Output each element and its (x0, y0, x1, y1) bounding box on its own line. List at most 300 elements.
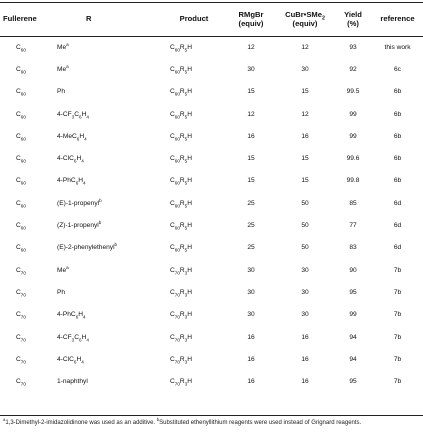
header-cubr-line2: (equiv) (292, 18, 318, 28)
cell-cubr: 50 (301, 244, 309, 252)
cell-r (52, 237, 162, 259)
table-row (0, 147, 423, 169)
cell-yield: 95 (349, 288, 357, 296)
cell-cubr: 16 (301, 378, 309, 386)
cell-r (52, 125, 162, 147)
footnote-a-text: 1,3-Dimethyl-2-imidazolidinone was used as an additive. (5, 420, 156, 426)
header-cubr-subscript: 2 (321, 15, 325, 22)
cell-cubr: 30 (301, 311, 309, 319)
cell-rmgbr: 15 (247, 177, 255, 185)
table-row (0, 237, 423, 259)
cell-fullerene (0, 370, 52, 392)
cell-product (162, 58, 226, 80)
formula-subscript: 4 (86, 113, 89, 119)
results-table (0, 2, 423, 393)
cell-fullerene (0, 103, 52, 125)
table-row (0, 125, 423, 147)
header-product: Product (162, 2, 226, 36)
cell-reference: 6c (394, 65, 401, 73)
product-c: C (170, 199, 175, 207)
product-c-count: 70 (174, 336, 180, 342)
cell-product (162, 147, 226, 169)
formula-subscript: 4 (83, 180, 86, 186)
fullerene-symbol: C (16, 355, 21, 363)
cell-yield: 99.5 (346, 88, 360, 96)
product-c: C (170, 110, 175, 118)
cell-product (162, 348, 226, 370)
cell-fullerene (0, 170, 52, 192)
formula-text: H (78, 177, 84, 185)
product-c-count: 60 (174, 225, 180, 231)
cell-cubr: 15 (301, 88, 309, 96)
formula-text: 4-PhC (57, 311, 76, 319)
product-r: R (179, 199, 185, 207)
fullerene-count: 60 (20, 69, 26, 75)
cell-r (52, 326, 162, 348)
product-r: R (179, 333, 185, 341)
cell-product (162, 370, 226, 392)
fullerene-count: 70 (20, 359, 26, 365)
cell-cubr: 30 (301, 266, 309, 274)
cell-yield: 95 (349, 378, 357, 386)
formula-text: H (79, 132, 85, 140)
cell-r (52, 36, 162, 58)
r-group (57, 311, 86, 318)
product-r-count: 3 (184, 336, 188, 342)
cell-product (162, 36, 226, 58)
cell-r (52, 304, 162, 326)
product-r-count: 3 (184, 314, 188, 320)
fullerene-count: 60 (20, 203, 26, 209)
product-r-count: 3 (184, 381, 188, 387)
product-c-count: 70 (174, 381, 180, 387)
r-group: Ph (57, 88, 66, 96)
cell-rmgbr: 16 (247, 132, 255, 140)
cell-reference: 6d (393, 222, 402, 230)
cell-fullerene (0, 237, 52, 259)
formula-text: H (81, 110, 87, 118)
table-row (0, 81, 423, 103)
cell-product (162, 192, 226, 214)
formula-text: 4-CF (57, 110, 72, 118)
formula-subscript: 6 (75, 314, 79, 320)
cell-reference: 7b (393, 333, 402, 341)
cell-yield: 99 (349, 132, 357, 140)
footnotes (3, 419, 423, 427)
product-c: C (170, 266, 175, 274)
cell-reference: 7b (393, 378, 402, 386)
cell-rmgbr: 30 (247, 311, 255, 319)
fullerene-count: 70 (20, 381, 26, 387)
product-r: R (179, 155, 185, 163)
cell-yield: 99 (349, 311, 357, 319)
product-c: C (170, 222, 175, 230)
fullerene-symbol: C (16, 155, 21, 163)
cell-yield: 93 (349, 43, 357, 51)
formula-text: H (76, 155, 82, 163)
fullerene-count: 70 (20, 292, 26, 298)
product-h: H (187, 43, 193, 51)
product-r-count: 5 (184, 47, 188, 53)
r-group (57, 356, 84, 363)
footnote-b-mark: b (156, 417, 160, 422)
fullerene-symbol: C (16, 222, 21, 230)
cell-reference: 6d (393, 199, 402, 207)
header-yield-line2: (%) (347, 18, 359, 28)
formula-text: C (74, 110, 79, 118)
product-c-count: 60 (174, 47, 180, 53)
formula-subscript: 4 (83, 314, 86, 320)
cell-cubr: 12 (301, 43, 309, 51)
product-r: R (179, 244, 185, 252)
formula-text: 4-CF (57, 333, 72, 341)
cell-product (162, 214, 226, 236)
product-c: C (170, 333, 175, 341)
product-h: H (187, 110, 193, 118)
cell-reference: 7b (393, 355, 402, 363)
formula-text: 4-PhC (57, 177, 76, 185)
product-c: C (170, 311, 175, 319)
header-cubr-line1: CuBr•SMe$_2$ (285, 9, 325, 22)
cell-r (52, 103, 162, 125)
r-group: Ph (57, 288, 66, 296)
product-c: C (170, 355, 175, 363)
cell-fullerene (0, 192, 52, 214)
formula-subscript: 4 (81, 158, 84, 164)
fullerene-count: 60 (20, 136, 26, 142)
product-h: H (187, 65, 193, 73)
cell-r (52, 348, 162, 370)
cell-fullerene (0, 348, 52, 370)
cell-fullerene (0, 147, 52, 169)
product-r-count: 5 (184, 247, 188, 253)
product-c: C (170, 177, 175, 185)
product-h: H (187, 355, 193, 363)
cell-r (52, 281, 162, 303)
cell-product (162, 259, 226, 281)
product-c: C (170, 244, 175, 252)
table-row (0, 192, 423, 214)
product-r: R (179, 378, 185, 386)
product-r-count: 5 (184, 225, 188, 231)
product-h: H (187, 222, 193, 230)
fullerene-count: 70 (20, 269, 26, 275)
header-fullerene: Fullerene (0, 2, 52, 36)
cell-yield: 85 (349, 199, 357, 207)
r-group: 1-naphthyl (57, 378, 88, 386)
r-group (57, 334, 89, 341)
r-group: Me (57, 65, 67, 73)
cell-fullerene (0, 81, 52, 103)
cell-fullerene (0, 125, 52, 147)
cell-cubr: 16 (301, 132, 309, 140)
cell-r (52, 147, 162, 169)
fullerene-count: 70 (20, 336, 26, 342)
cell-yield: 94 (349, 355, 357, 363)
cell-reference: 7b (393, 311, 402, 319)
product-h: H (187, 177, 193, 185)
r-group: (E)-2-phenylethenyl (57, 244, 115, 252)
fullerene-symbol: C (16, 43, 21, 51)
r-footnote-mark: b (98, 219, 102, 225)
product-r: R (179, 132, 185, 140)
table-row (0, 348, 423, 370)
product-h: H (187, 288, 193, 296)
formula-text: H (78, 311, 84, 319)
table-row (0, 304, 423, 326)
cell-cubr: 50 (301, 199, 309, 207)
fullerene-symbol: C (16, 288, 21, 296)
cell-r (52, 170, 162, 192)
fullerene-symbol: C (16, 378, 21, 386)
fullerene-symbol: C (16, 333, 21, 341)
cell-rmgbr: 16 (247, 378, 255, 386)
fullerene-count: 60 (20, 158, 26, 164)
cell-rmgbr: 16 (247, 333, 255, 341)
product-c-count: 70 (174, 269, 180, 275)
product-c: C (170, 132, 175, 140)
cell-rmgbr: 15 (247, 155, 255, 163)
cell-cubr: 15 (301, 155, 309, 163)
header-yield-line1: Yield (344, 9, 362, 19)
cell-rmgbr: 12 (247, 43, 255, 51)
formula-subscript: 3 (71, 336, 75, 342)
product-c-count: 60 (174, 180, 180, 186)
r-group (57, 155, 84, 162)
product-r-count: 3 (184, 359, 188, 365)
table-row (0, 58, 423, 80)
product-c-count: 60 (174, 203, 180, 209)
header-r: R (52, 2, 162, 36)
cell-fullerene (0, 36, 52, 58)
cell-cubr: 15 (301, 177, 309, 185)
cell-yield: 99.8 (346, 177, 360, 185)
product-r: R (179, 266, 185, 274)
cell-cubr: 16 (301, 333, 309, 341)
fullerene-symbol: C (16, 132, 21, 140)
product-h: H (187, 378, 193, 386)
formula-subscript: 6 (73, 359, 77, 365)
product-c: C (170, 155, 175, 163)
product-r: R (179, 222, 185, 230)
product-r-count: 5 (184, 158, 188, 164)
formula-text: H (81, 333, 87, 341)
header-rmgbr-line1: RMgBr (238, 9, 264, 19)
cell-reference: 6b (393, 110, 402, 118)
fullerene-count: 60 (20, 180, 26, 186)
product-r: R (179, 110, 185, 118)
table-row (0, 370, 423, 392)
cell-fullerene (0, 58, 52, 80)
cell-product (162, 326, 226, 348)
formula-subscript: 6 (79, 113, 82, 119)
formula-subscript: 6 (76, 136, 80, 142)
footnote-b-text: Substituted ethenyllithium reagents were used instead of Grignard reagents. (159, 420, 362, 426)
product-h: H (187, 88, 193, 96)
product-c-count: 70 (174, 292, 180, 298)
cell-reference: 6b (393, 177, 402, 185)
fullerene-symbol: C (16, 244, 21, 252)
product-c-count: 60 (174, 69, 180, 75)
cell-rmgbr: 16 (247, 355, 255, 363)
cell-r (52, 81, 162, 103)
formula-subscript: 6 (79, 336, 82, 342)
cell-fullerene (0, 304, 52, 326)
product-r-count: 5 (184, 91, 188, 97)
cell-reference: 6b (393, 155, 402, 163)
fullerene-symbol: C (16, 199, 21, 207)
cell-rmgbr: 30 (247, 288, 255, 296)
fullerene-symbol: C (16, 88, 21, 96)
product-h: H (187, 155, 193, 163)
cell-yield: 99 (349, 110, 357, 118)
r-footnote-mark: b (114, 242, 118, 248)
cell-yield: 99.6 (346, 155, 360, 163)
product-r-count: 5 (184, 203, 188, 209)
fullerene-symbol: C (16, 266, 21, 274)
formula-subscript: 3 (71, 113, 75, 119)
product-r: R (179, 65, 185, 73)
cell-reference: this work (384, 43, 411, 51)
cell-reference: 6d (393, 244, 402, 252)
formula-text: H (76, 355, 82, 363)
product-c: C (170, 88, 175, 96)
fullerene-symbol: C (16, 311, 21, 319)
header-yield (334, 2, 372, 36)
cell-rmgbr: 25 (247, 244, 255, 252)
fullerene-symbol: C (16, 177, 21, 185)
product-r: R (179, 288, 185, 296)
product-c-count: 60 (174, 247, 180, 253)
table-row (0, 36, 423, 58)
product-c-count: 70 (174, 314, 180, 320)
r-group: Me (57, 43, 67, 51)
product-c: C (170, 288, 175, 296)
cell-yield: 92 (349, 65, 357, 73)
cell-r (52, 58, 162, 80)
product-c: C (170, 43, 175, 51)
cell-product (162, 125, 226, 147)
table-row (0, 326, 423, 348)
cell-r (52, 192, 162, 214)
product-r-count: 5 (184, 113, 188, 119)
product-c-count: 60 (174, 158, 180, 164)
formula-text: 4-ClC (57, 155, 74, 163)
r-group: (Z)-1-propenyl (57, 222, 99, 230)
cell-yield: 90 (349, 266, 357, 274)
formula-subscript: 4 (81, 359, 84, 365)
formula-text: 4-ClC (57, 355, 74, 363)
cell-yield: 94 (349, 333, 357, 341)
table-row (0, 281, 423, 303)
fullerene-count: 70 (20, 314, 26, 320)
table-row (0, 170, 423, 192)
product-r-count: 3 (184, 269, 188, 275)
product-r: R (179, 311, 185, 319)
cell-product (162, 304, 226, 326)
header-rmgbr (226, 2, 276, 36)
cell-reference: 7b (393, 288, 402, 296)
product-c: C (170, 65, 175, 73)
fullerene-count: 60 (20, 225, 26, 231)
cell-fullerene (0, 281, 52, 303)
fullerene-symbol: C (16, 110, 21, 118)
cell-rmgbr: 12 (247, 110, 255, 118)
product-c-count: 60 (174, 91, 180, 97)
cell-rmgbr: 25 (247, 222, 255, 230)
table-body (0, 36, 423, 393)
formula-text: C (74, 333, 79, 341)
formula-subscript: 4 (86, 336, 89, 342)
product-r-count: 5 (184, 180, 188, 186)
cell-reference: 7b (393, 266, 402, 274)
cell-cubr: 16 (301, 355, 309, 363)
cell-product (162, 237, 226, 259)
fullerene-symbol: C (16, 65, 21, 73)
cell-reference: 6b (393, 88, 402, 96)
header-cubr (276, 2, 334, 36)
header-rmgbr-line2: (equiv) (238, 18, 264, 28)
formula-text: 4-MeC (57, 132, 77, 140)
cell-rmgbr: 15 (247, 88, 255, 96)
r-footnote-mark: a (66, 41, 69, 47)
header-reference: reference (372, 2, 423, 36)
cell-product (162, 170, 226, 192)
table-row (0, 103, 423, 125)
r-group (57, 177, 86, 184)
product-c-count: 60 (174, 136, 180, 142)
cell-yield: 77 (349, 222, 357, 230)
product-r: R (179, 355, 185, 363)
cell-yield: 83 (349, 244, 357, 252)
bottom-rule (0, 415, 423, 416)
product-c-count: 70 (174, 359, 180, 365)
r-footnote-mark: a (66, 63, 69, 69)
product-r: R (179, 88, 185, 96)
cell-rmgbr: 30 (247, 65, 255, 73)
product-c: C (170, 378, 175, 386)
r-group: (E)-1-propenyl (57, 199, 100, 207)
table-row (0, 214, 423, 236)
product-r: R (179, 43, 185, 51)
cell-reference: 6b (393, 132, 402, 140)
cell-product (162, 281, 226, 303)
fullerene-count: 60 (20, 113, 26, 119)
product-r-count: 5 (184, 69, 188, 75)
cell-r (52, 259, 162, 281)
product-r: R (179, 177, 185, 185)
fullerene-count: 60 (20, 247, 26, 253)
cell-fullerene (0, 326, 52, 348)
cell-cubr: 12 (301, 110, 309, 118)
formula-subscript: 6 (75, 180, 79, 186)
cell-cubr: 50 (301, 222, 309, 230)
cell-r (52, 214, 162, 236)
footnote-a-mark: a (3, 417, 6, 422)
cell-product (162, 103, 226, 125)
cell-rmgbr: 30 (247, 266, 255, 274)
fullerene-count: 60 (20, 47, 26, 53)
product-h: H (187, 311, 193, 319)
product-h: H (187, 266, 193, 274)
cell-product (162, 81, 226, 103)
product-h: H (187, 199, 193, 207)
r-footnote-mark: b (99, 197, 102, 203)
r-footnote-mark: a (66, 264, 69, 270)
formula-subscript: 6 (73, 158, 77, 164)
r-group: Me (57, 266, 67, 274)
cell-fullerene (0, 214, 52, 236)
